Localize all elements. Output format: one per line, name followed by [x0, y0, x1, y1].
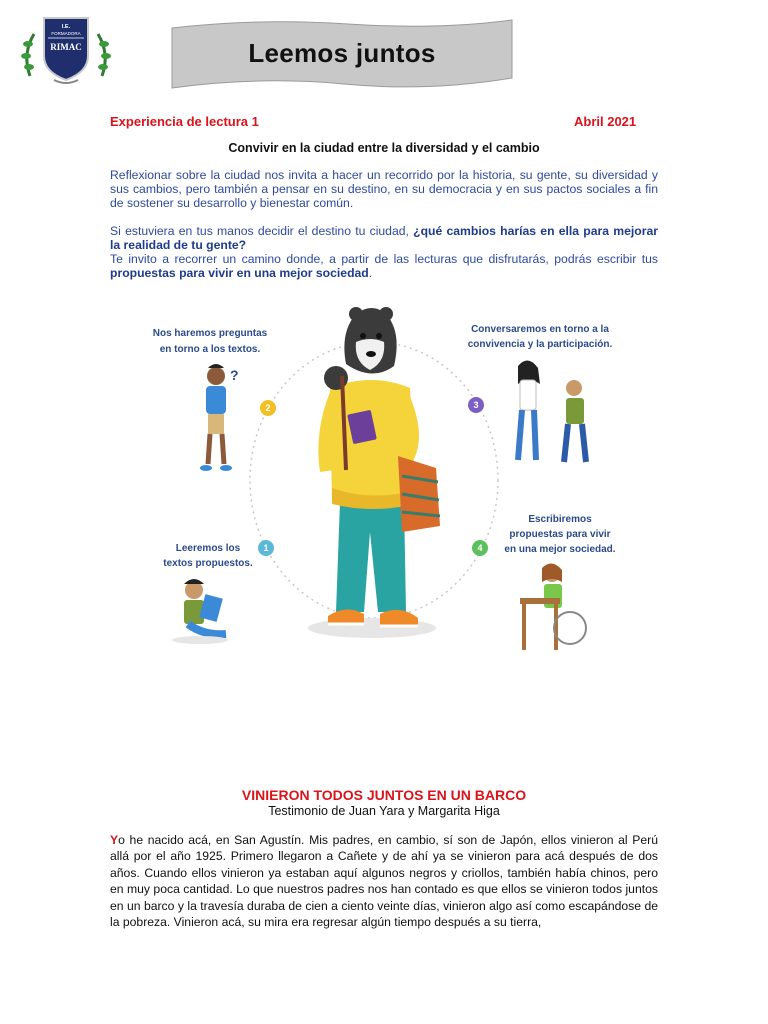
question-paragraph: [110, 224, 658, 252]
child-reading-figure: [172, 579, 228, 644]
step-1-label-line2: textos propuestos.: [163, 558, 253, 569]
page-title: Leemos juntos: [248, 38, 436, 68]
invitation-highlight: propuestas para vivir en una mejor sociedad: [110, 266, 369, 280]
story-dropcap: Y: [110, 833, 119, 847]
invitation-paragraph: [110, 252, 658, 280]
svg-text:?: ?: [230, 367, 239, 383]
step-4-label-line3: en una mejor sociedad.: [504, 544, 616, 555]
experience-date: Abril 2021: [574, 114, 637, 129]
reading-path-illustration: [150, 292, 630, 662]
step-4-label-line1: Escribiremos: [528, 514, 592, 525]
story-subtitle: Testimonio de Juan Yara y Margarita Higa: [268, 804, 500, 818]
question-lead: Si estuviera en tus manos decidir el destino tu ciudad,: [110, 224, 414, 238]
children-talking-figure: [518, 360, 586, 462]
school-logo: [20, 14, 112, 84]
step-3-label-line1: Conversaremos en torno a la: [471, 324, 609, 335]
intro-paragraph: Reflexionar sobre la ciudad nos invita a hacer un recorrido por la historia, su gente, su diversidad y sus cambios, pero también a pensar en su destino, en su democracia y en sus pactos sociales a fin de sostener su desarrollo y bienestar común.: [110, 168, 658, 210]
step-4-number: 4: [477, 543, 483, 553]
logo-arc-text: FORMADORA: [51, 31, 81, 36]
step-1-number: 1: [263, 543, 269, 553]
section-subtitle: Convivir en la ciudad entre la diversidad y el cambio: [228, 141, 540, 155]
child-asking-figure: [200, 364, 239, 471]
logo-name: RIMAC: [50, 42, 82, 52]
logo-top-text: I.E.: [61, 24, 71, 30]
question-highlight: ¿qué cambios harías en ella para mejorar la realidad de tu gente?: [110, 224, 658, 252]
step-3-label-line2: convivencia y la participación.: [467, 339, 613, 350]
child-writing-figure: [520, 563, 586, 650]
invitation-lead: Te invito a recorrer un camino donde, a partir de las lecturas que disfrutarás, podrás escribir tus: [110, 252, 658, 266]
story-body: [110, 832, 658, 930]
step-2-label-line1: Nos haremos preguntas: [152, 328, 268, 339]
step-3-number: 3: [473, 400, 479, 410]
story-title: VINIERON TODOS JUNTOS EN UN BARCO: [241, 787, 527, 803]
bear-character: [308, 307, 440, 638]
invitation-end: .: [368, 266, 373, 280]
step-2-label-line2: en torno a los textos.: [159, 344, 261, 355]
story-body-text: o he nacido acá, en San Agustín. Mis padres, en cambio, sí son de Japón, ellos vinieron al Perú allá por el año 1925. Primero llegaron a Cañete y de ahí ya se vinieron para acá después de dos años. Cuando ellos vinieron ya estaban aquí algunos negros y criollos, también había chinos, pero en muy poca cantidad. Lo que nuestros padres nos han contado es que ellos se vinieron todos juntos en un barco y la travesía duraba de cien a ciento veinte días, vinieron algo así como escapándose de la pobreza. Vinieron acá, su mira era regresar algún tiempo después a su tierra,: [110, 833, 658, 930]
step-1-label-line1: Leeremos los: [175, 543, 241, 554]
step-2-number: 2: [265, 403, 271, 413]
step-4-label-line2: propuestas para vivir: [509, 529, 611, 540]
experience-label: Experiencia de lectura 1: [110, 114, 259, 129]
